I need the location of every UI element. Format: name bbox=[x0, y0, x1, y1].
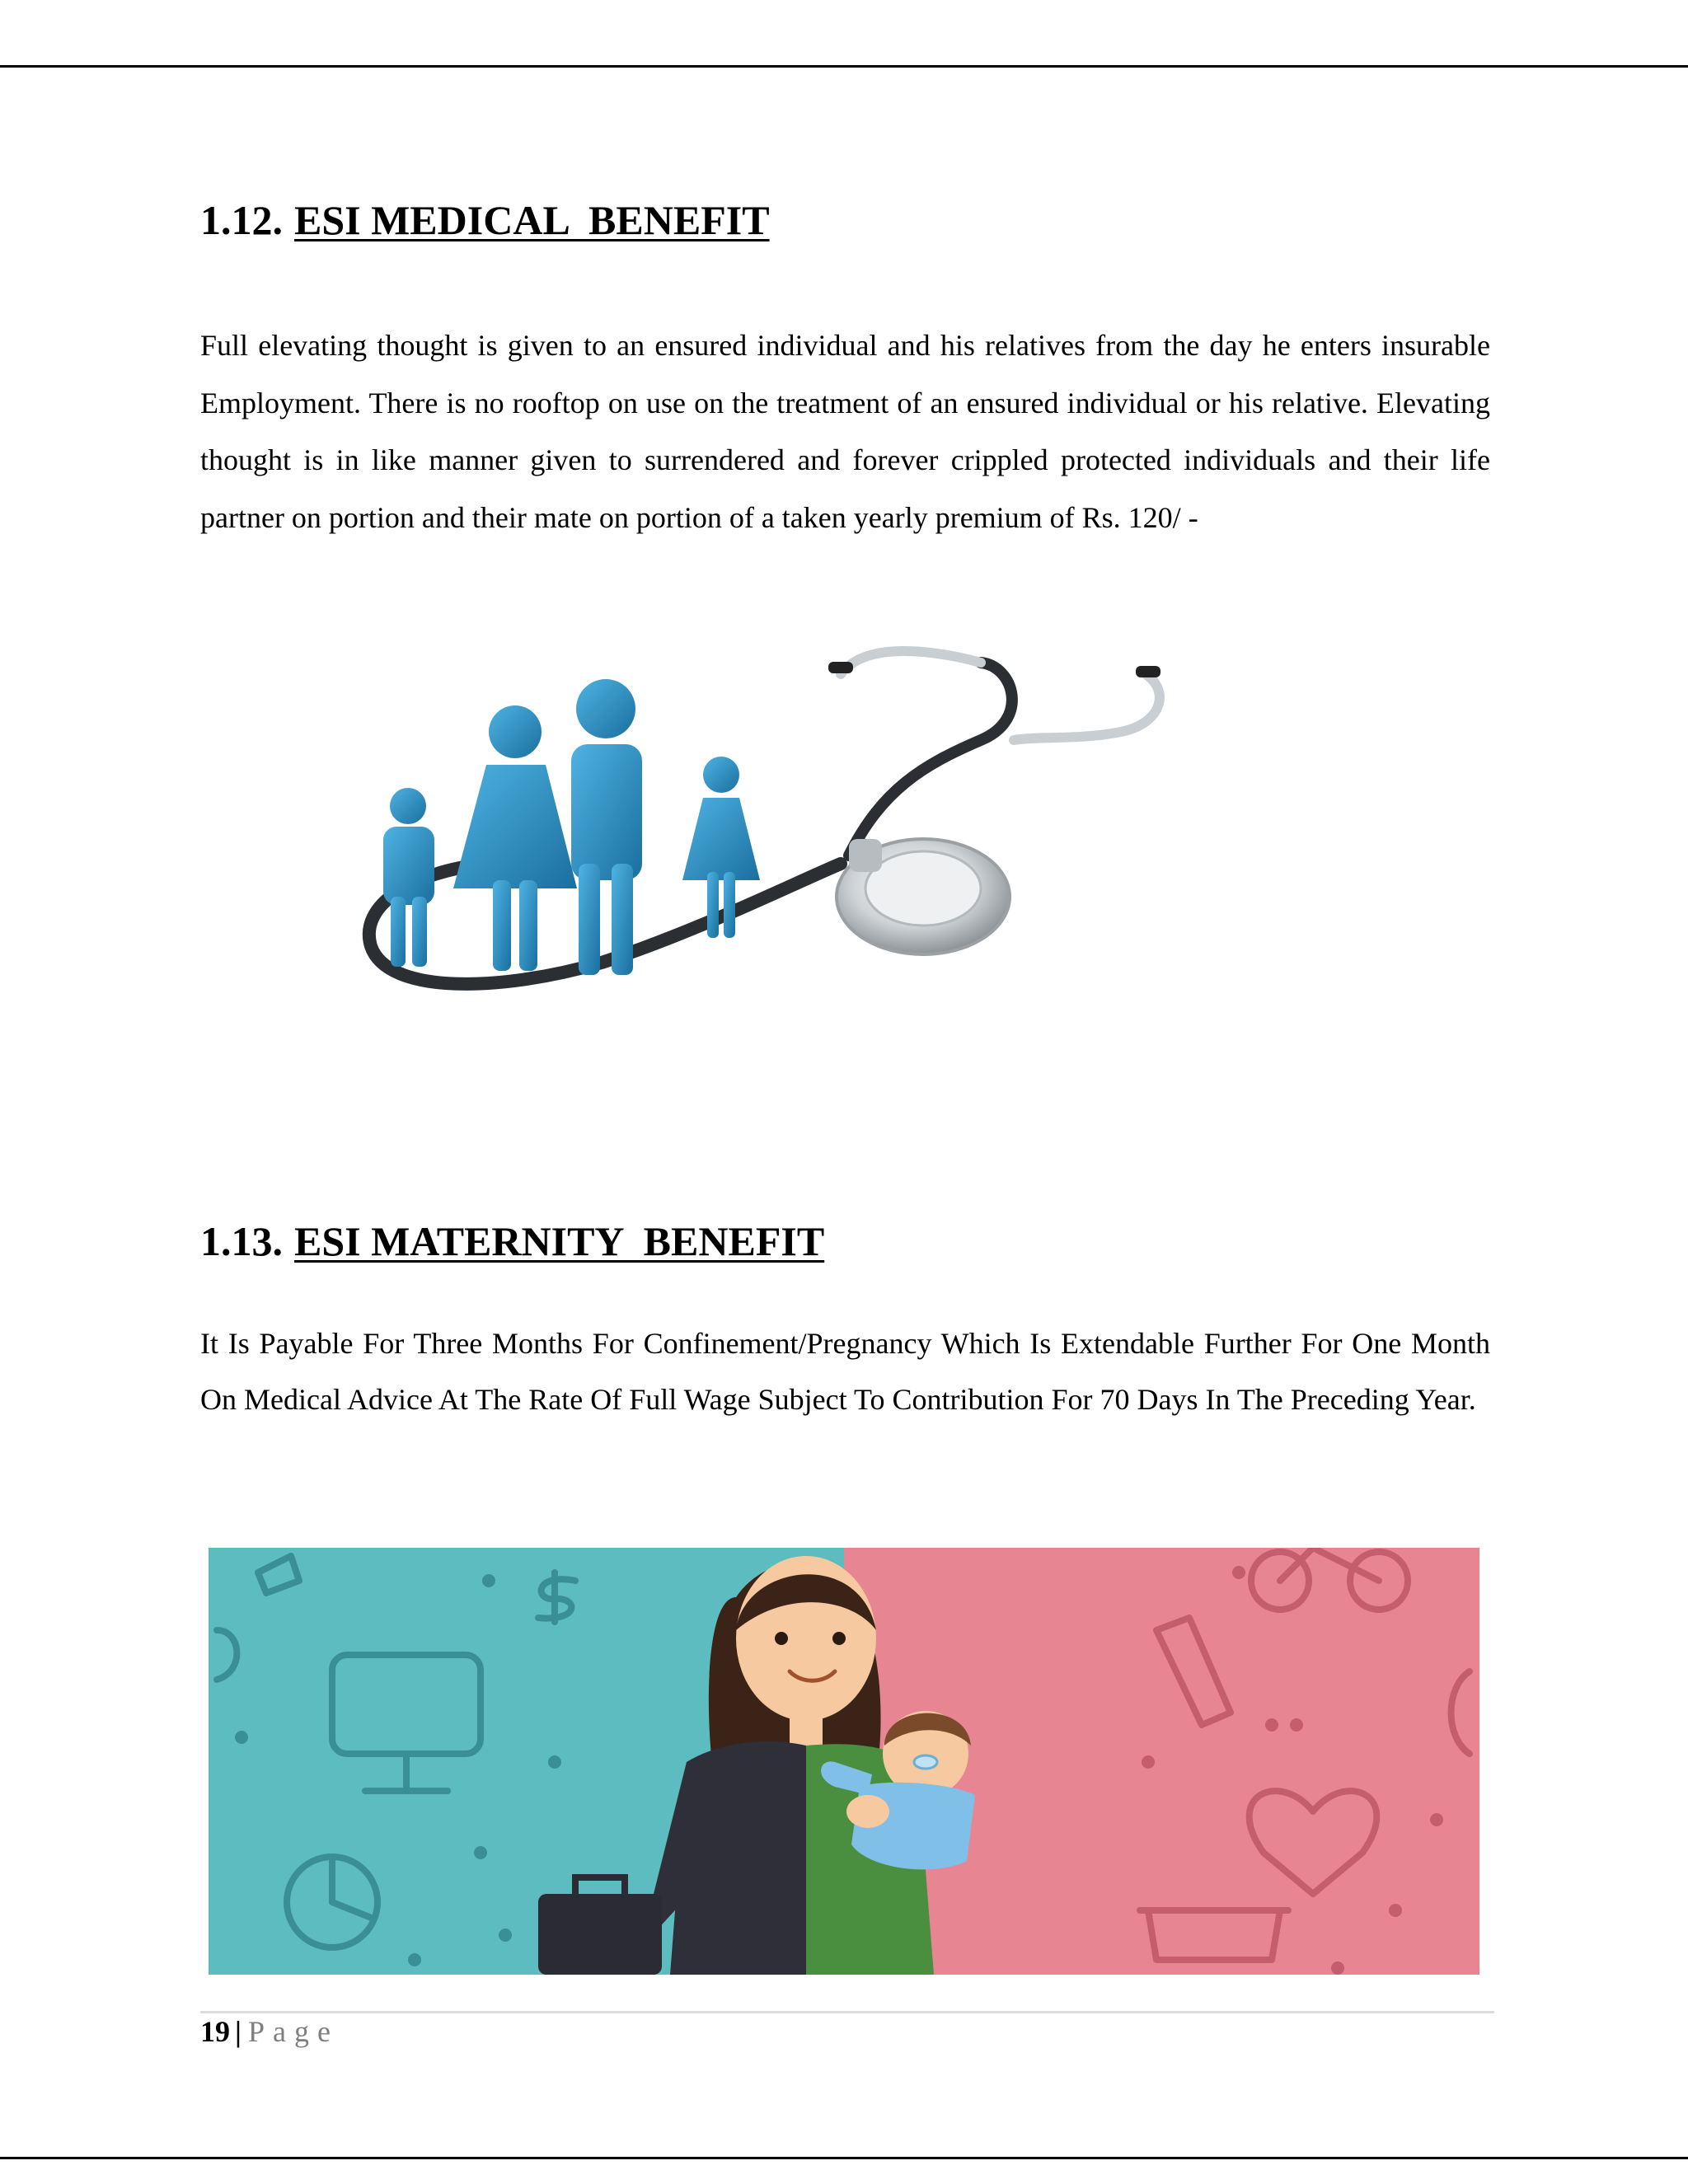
section-title: ESI MATERNITY BENEFIT bbox=[294, 1218, 825, 1264]
section-heading-maternity bbox=[200, 1217, 824, 1265]
section-heading-medical bbox=[200, 196, 770, 244]
page-number: 19 bbox=[200, 2015, 230, 2048]
section-number: 1.13. bbox=[200, 1218, 283, 1264]
section-number: 1.12. bbox=[200, 197, 283, 243]
footer-rule bbox=[200, 2011, 1494, 2013]
footer-edge-rule bbox=[0, 2157, 1688, 2159]
maternity-benefit-paragraph: It Is Payable For Three Months For Confinement/Pregnancy Which Is Extendable Further For One Month On Medical Advice At The Rate Of Full Wage Subject To Contribution For 70 Days In The Preceding Year. bbox=[200, 1327, 1490, 1416]
footer-separator: | bbox=[235, 2015, 241, 2048]
family-stethoscope-illustration bbox=[354, 616, 1179, 1012]
page-footer bbox=[200, 2014, 339, 2049]
section-title: ESI MEDICAL BENEFIT bbox=[294, 197, 770, 243]
maternity-illustration bbox=[209, 1548, 1479, 1975]
header-rule bbox=[0, 65, 1688, 68]
page-label: Page bbox=[247, 2015, 339, 2048]
medical-benefit-paragraph: Full elevating thought is given to an ensured individual and his relatives from the day he enters insurable Employment. There is no rooftop on use on the treatment of an ensured individual or his relative. Elevating thought is in like manner given to surrendered and forever crippled protected individuals and their life partner on portion and their mate on portion of a taken yearly premium of Rs. 120/ - bbox=[200, 329, 1490, 534]
